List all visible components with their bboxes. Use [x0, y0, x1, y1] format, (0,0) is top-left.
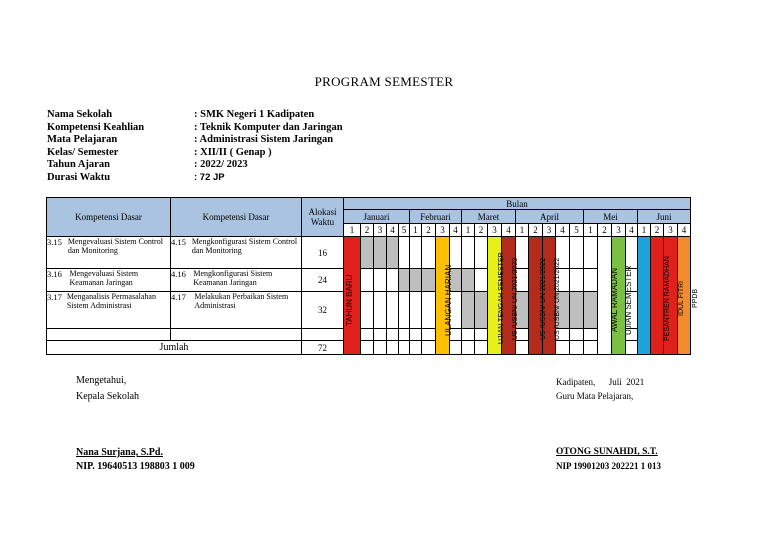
week-slot	[422, 269, 436, 292]
info-label: Kompetensi Keahlian	[47, 121, 145, 133]
week-slot	[399, 237, 410, 269]
kd2-cell	[171, 292, 302, 329]
info-label: Nama Sekolah	[47, 109, 113, 120]
event-awal-ramadan: AWAL RAMADAN	[610, 268, 619, 333]
week-slot	[475, 341, 488, 355]
week-cell: 2	[598, 224, 612, 237]
month-mei: Mei	[584, 210, 638, 224]
kd1-header: Kompetensi Dasar	[47, 198, 171, 237]
week-slot	[475, 237, 488, 269]
week-slot	[374, 237, 387, 269]
week-slot	[475, 269, 488, 292]
week-slot	[570, 269, 584, 292]
week-cell: 1	[638, 224, 651, 237]
event-ulangan-harian: ULANGAN HARIAN	[444, 264, 453, 336]
kd-text: Mengkonfigurasi Sistem Control dan Monitoring	[191, 237, 298, 255]
event-column-idul-fitri	[651, 237, 664, 355]
info-value: : Administrasi Sistem Jaringan	[194, 134, 334, 146]
month-februari: Februari	[410, 210, 462, 224]
info-label: Kelas/ Semester	[47, 146, 119, 158]
week-slot	[374, 329, 387, 341]
kd2-cell	[171, 237, 302, 269]
week-slot	[361, 341, 374, 355]
kd-number: 3.17	[47, 292, 62, 302]
week-slot	[584, 269, 598, 292]
info-value: : SMK Negeri 1 Kadipaten	[194, 109, 315, 120]
table-row	[47, 292, 691, 329]
event-ujian-semester: UJIAN SEMESTER	[624, 265, 633, 335]
week-slot	[374, 341, 387, 355]
week-slot	[387, 237, 399, 269]
week-slot	[361, 237, 374, 269]
kd-number: 4.17	[171, 292, 186, 302]
sign-left-name: Nana Surjana, S.Pd.	[76, 447, 163, 458]
week-slot	[410, 341, 422, 355]
week-cell: 5	[399, 224, 410, 237]
week-slot	[387, 292, 399, 329]
kd-text: Mengkonfigurasi Sistem Keamanan Jaringan	[193, 269, 273, 287]
event-pesantren: PESANTREN RAMADHAN	[664, 256, 671, 341]
week-slot	[584, 237, 598, 269]
kd-text: Mengevaluasi Sistem Keamanan Jaringan	[69, 269, 139, 287]
sign-left-role: Kepala Sekolah	[76, 391, 140, 402]
month-juni: Juni	[638, 210, 691, 224]
week-slot	[570, 341, 584, 355]
sign-right-nip: NIP 19901203 202221 1 013	[556, 461, 662, 471]
week-slot	[570, 292, 584, 329]
week-slot	[475, 292, 488, 329]
info-value: : 2022/ 2023	[194, 159, 248, 171]
week-cell: 3	[488, 224, 502, 237]
info-label: Tahun Ajaran	[47, 159, 110, 171]
week-cell: 1	[462, 224, 475, 237]
kd2-cell	[171, 269, 302, 292]
week-slot	[422, 329, 436, 341]
event-tahun-baru: TAHUN BARU	[345, 274, 354, 326]
week-slot	[399, 269, 410, 292]
week-slot	[570, 329, 584, 341]
info-value: : 72 JP	[194, 171, 225, 183]
week-slot	[399, 329, 410, 341]
kd-text: Melakukan Perbaikan Sistem Administrasi	[194, 292, 289, 310]
week-slot	[399, 341, 410, 355]
kd2-header: Kompetensi Dasar	[171, 198, 302, 237]
month-januari: Januari	[344, 210, 410, 224]
week-slot	[475, 329, 488, 341]
week-cell: 3	[436, 224, 450, 237]
table-row	[47, 269, 691, 292]
alloc-cell: 16	[302, 237, 344, 269]
week-slot	[584, 329, 598, 341]
week-cell: 2	[475, 224, 488, 237]
week-cell: 3	[664, 224, 678, 237]
kd1-cell	[47, 269, 171, 292]
total-row	[47, 341, 691, 355]
info-label: Durasi Waktu	[47, 171, 111, 183]
sign-right-role: Guru Mata Pelajaran,	[556, 391, 634, 401]
week-slot	[374, 269, 387, 292]
event-idul-fitri: IDUL FITRI	[678, 280, 685, 317]
week-slot	[387, 329, 399, 341]
page-title: PROGRAM SEMESTER	[314, 74, 454, 89]
blank-cell	[302, 329, 344, 341]
week-cell: 1	[516, 224, 529, 237]
month-april: April	[516, 210, 584, 224]
week-slot	[570, 237, 584, 269]
sign-right-place-date: Kadipaten, Juli 2021	[556, 377, 645, 387]
event-us-usbn-3: US /USBN/ UN 2021/2022	[554, 257, 561, 340]
week-cell: 4	[450, 224, 462, 237]
kd-text: Menganalisis Permasalahan Sistem Administrasi	[66, 292, 156, 310]
event-column-pesantren	[638, 237, 651, 355]
week-cell: 1	[344, 224, 361, 237]
week-slot	[422, 237, 436, 269]
week-slot	[399, 292, 410, 329]
week-cell: 1	[584, 224, 598, 237]
event-us-usbn-1: US /USBN/ UN 2021/2022	[512, 257, 519, 340]
week-slot	[361, 269, 374, 292]
event-ppdb: PPDB	[692, 288, 699, 309]
kd-text: Mengevaluasi Sistem Control dan Monitoring	[67, 237, 163, 255]
kd-number: 4.15	[171, 237, 186, 247]
week-cell: 3	[543, 224, 556, 237]
week-cell: 2	[651, 224, 664, 237]
week-slot	[462, 329, 475, 341]
week-cell: 3	[612, 224, 626, 237]
week-slot	[387, 269, 399, 292]
week-slot	[584, 292, 598, 329]
week-cell: 2	[361, 224, 374, 237]
total-label: Jumlah	[47, 341, 302, 355]
week-slot	[410, 292, 422, 329]
week-cell: 2	[422, 224, 436, 237]
week-slot	[422, 341, 436, 355]
week-slot	[410, 237, 422, 269]
week-slot	[422, 292, 436, 329]
schedule-table	[46, 197, 691, 355]
event-us-usbn-2: US /USBN/ UN 2021/2022	[540, 257, 547, 340]
week-cell: 1	[410, 224, 422, 237]
week-cell: 4	[556, 224, 570, 237]
kd-number: 3.15	[47, 237, 62, 247]
kd1-cell	[47, 292, 171, 329]
week-cell: 4	[387, 224, 399, 237]
week-cell: 4	[626, 224, 638, 237]
kd1-cell	[47, 237, 171, 269]
week-slot	[410, 269, 422, 292]
info-value: : Teknik Komputer dan Jaringan	[194, 121, 343, 133]
alloc-header: Alokasi Waktu	[302, 198, 344, 237]
week-slot	[410, 329, 422, 341]
week-slot	[374, 292, 387, 329]
week-slot	[584, 341, 598, 355]
alloc-cell: 32	[302, 292, 344, 329]
info-label: Mata Pelajaran	[47, 134, 118, 146]
week-slot	[462, 292, 475, 329]
alloc-cell: 24	[302, 269, 344, 292]
sign-left-nip: NIP. 19640513 198803 1 009	[76, 461, 195, 472]
kd-number: 3.16	[47, 269, 62, 279]
kd-number: 4.16	[171, 269, 186, 279]
table-row-blank	[47, 329, 691, 341]
blank-cell	[171, 329, 302, 341]
week-cell: 4	[502, 224, 516, 237]
week-slot	[462, 237, 475, 269]
week-slot	[361, 329, 374, 341]
event-uts: UJIAN TENGAH SEMESTER	[498, 252, 505, 345]
week-slot	[462, 341, 475, 355]
month-maret: Maret	[462, 210, 516, 224]
info-value: : XII/II ( Genap )	[194, 146, 272, 158]
week-cell: 5	[570, 224, 584, 237]
sign-right-name: OTONG SUNAHDI, S.T.	[556, 447, 658, 457]
week-slot	[387, 341, 399, 355]
sign-left-line1: Mengetahui,	[76, 375, 127, 386]
week-slot	[462, 269, 475, 292]
week-cell: 2	[529, 224, 543, 237]
total-value: 72	[302, 341, 344, 355]
table-row	[47, 237, 691, 269]
bulan-header: Bulan	[344, 198, 691, 210]
week-cell: 3	[374, 224, 387, 237]
blank-cell	[47, 329, 171, 341]
week-cell: 4	[678, 224, 691, 237]
week-slot	[361, 292, 374, 329]
